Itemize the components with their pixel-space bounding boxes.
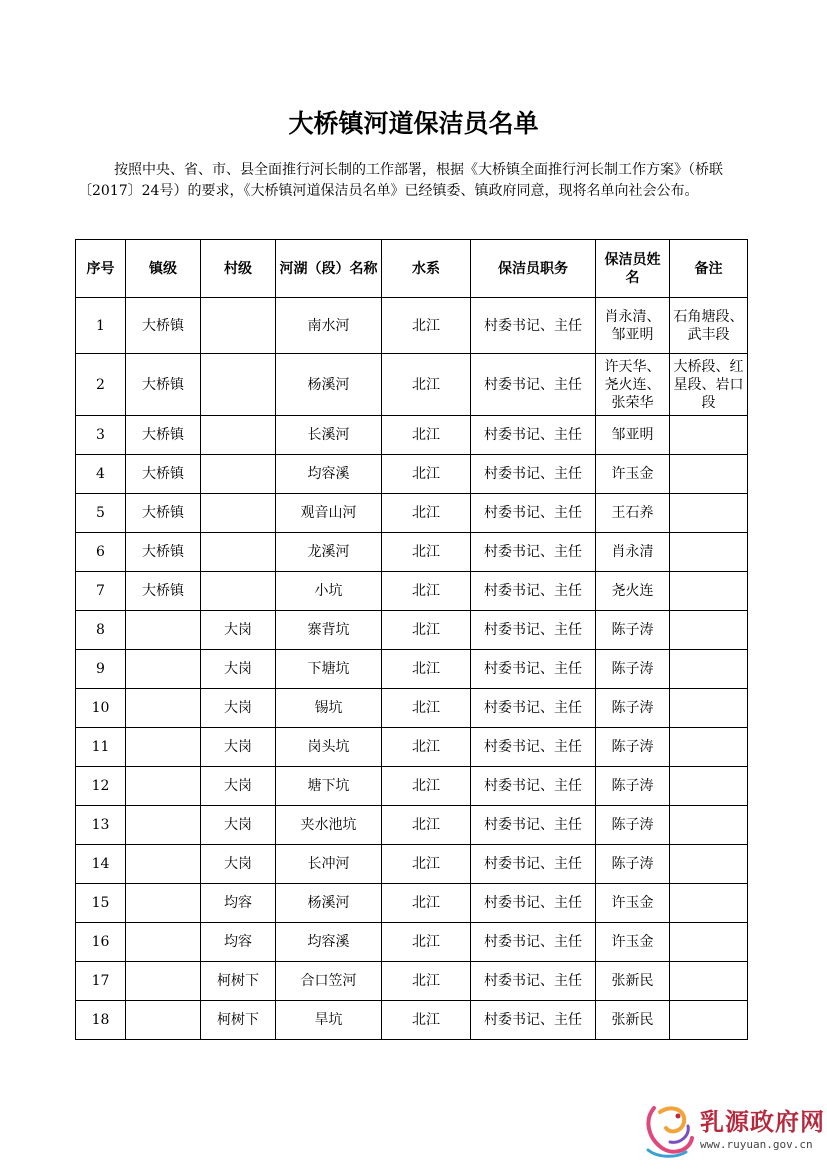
table-cell [670,1001,748,1040]
table-cell: 均容溪 [276,455,382,494]
table-cell [201,298,276,354]
column-header: 村级 [201,240,276,298]
intro-paragraph: 按照中央、省、市、县全面推行河长制的工作部署，根据《大桥镇全面推行河长制工作方案》（桥联〔2017〕24号）的要求，《大桥镇河道保洁员名单》已经镇委、镇政府同意，现将名单向社会公布。 [78,162,723,199]
table-cell: 陈子涛 [596,806,670,845]
table-cell: 大岗 [201,611,276,650]
table-cell: 大桥段、红星段、岩口段 [670,354,748,416]
table-row [76,455,748,494]
table-cell [201,533,276,572]
table-cell: 合口笠河 [276,962,382,1001]
table-cell: 村委书记、主任 [471,572,596,611]
table-cell: 3 [76,416,126,455]
table-cell [201,455,276,494]
table-cell: 尧火连 [596,572,670,611]
table-cell [670,923,748,962]
table-row [76,416,748,455]
table-cell: 陈子涛 [596,845,670,884]
table-cell: 北江 [382,923,471,962]
table-cell: 村委书记、主任 [471,728,596,767]
table-cell: 张新民 [596,962,670,1001]
table-row [76,354,748,416]
table-cell: 许天华、尧火连、张荣华 [596,354,670,416]
table-cell: 10 [76,689,126,728]
table-row [76,767,748,806]
table-cell: 北江 [382,494,471,533]
table-cell: 夹水池坑 [276,806,382,845]
table-cell: 15 [76,884,126,923]
table-cell: 大岗 [201,650,276,689]
table-cell [670,572,748,611]
table-cell [126,767,201,806]
table-cell [126,1001,201,1040]
table-cell: 锡坑 [276,689,382,728]
column-header: 保洁员职务 [471,240,596,298]
table-cell [201,572,276,611]
site-name: 乳源政府网 [700,1108,825,1136]
table-cell: 村委书记、主任 [471,1001,596,1040]
table-cell: 村委书记、主任 [471,845,596,884]
table-cell: 村委书记、主任 [471,650,596,689]
table-cell: 岗头坑 [276,728,382,767]
table-cell: 村委书记、主任 [471,416,596,455]
table-cell: 陈子涛 [596,689,670,728]
table-cell: 村委书记、主任 [471,962,596,1001]
table-cell: 4 [76,455,126,494]
table-cell: 下塘坑 [276,650,382,689]
table-cell: 肖永清、邹亚明 [596,298,670,354]
table-cell: 村委书记、主任 [471,806,596,845]
table-cell: 12 [76,767,126,806]
page-title: 大桥镇河道保洁员名单 [288,109,539,138]
table-cell: 大桥镇 [126,494,201,533]
table-cell: 村委书记、主任 [471,533,596,572]
table-cell: 16 [76,923,126,962]
table-cell [670,455,748,494]
table-cell [126,689,201,728]
table-cell: 11 [76,728,126,767]
table-row [76,962,748,1001]
table-cell: 均容 [201,923,276,962]
table-cell: 北江 [382,650,471,689]
column-header: 水系 [382,240,471,298]
table-cell: 石角塘段、武丰段 [670,298,748,354]
table-cell: 大桥镇 [126,572,201,611]
table-cell: 均容 [201,884,276,923]
table-row [76,728,748,767]
table-cell: 北江 [382,354,471,416]
table-row [76,650,748,689]
table-body [76,298,748,1040]
table-cell: 大岗 [201,806,276,845]
table-cell: 北江 [382,845,471,884]
table-cell [670,650,748,689]
table-cell [126,650,201,689]
table-cell: 北江 [382,416,471,455]
table-cell [126,884,201,923]
table-cell: 陈子涛 [596,728,670,767]
table-cell: 村委书记、主任 [471,689,596,728]
column-header: 镇级 [126,240,201,298]
table-cell: 大岗 [201,845,276,884]
table-cell: 大桥镇 [126,416,201,455]
table-cell [670,806,748,845]
table-cell: 大桥镇 [126,298,201,354]
table-cell: 杨溪河 [276,354,382,416]
table-cell [670,728,748,767]
table-cell: 北江 [382,533,471,572]
table-cell: 9 [76,650,126,689]
table-cell: 陈子涛 [596,767,670,806]
table-cell: 长溪河 [276,416,382,455]
table-row [76,884,748,923]
table-cell: 18 [76,1001,126,1040]
column-header: 河湖（段）名称 [276,240,382,298]
table-cell: 村委书记、主任 [471,354,596,416]
table-cell: 塘下坑 [276,767,382,806]
table-cell: 大桥镇 [126,533,201,572]
table-cell [126,962,201,1001]
table-row [76,1001,748,1040]
table-cell: 陈子涛 [596,611,670,650]
table-cell: 北江 [382,611,471,650]
table-row [76,572,748,611]
table-cell: 17 [76,962,126,1001]
table-row [76,806,748,845]
table-cell: 村委书记、主任 [471,767,596,806]
table-row [76,689,748,728]
table-cell: 许玉金 [596,884,670,923]
table-cell [670,884,748,923]
table-cell [670,767,748,806]
table-cell: 8 [76,611,126,650]
table-cell: 14 [76,845,126,884]
table-cell: 北江 [382,1001,471,1040]
table-cell: 大岗 [201,728,276,767]
table-row [76,533,748,572]
table-cell: 北江 [382,806,471,845]
table-cell: 村委书记、主任 [471,298,596,354]
table-cell: 13 [76,806,126,845]
table-cell: 观音山河 [276,494,382,533]
table-cell [670,416,748,455]
table-cell: 张新民 [596,1001,670,1040]
table-cell: 2 [76,354,126,416]
table-cell: 许玉金 [596,455,670,494]
table-cell: 北江 [382,767,471,806]
table-cell: 北江 [382,962,471,1001]
table-cell: 邹亚明 [596,416,670,455]
table-cell [670,962,748,1001]
table-cell [201,354,276,416]
table-cell: 村委书记、主任 [471,884,596,923]
river-cleaner-table [75,239,748,1040]
table-row [76,298,748,354]
table-cell: 杨溪河 [276,884,382,923]
table-cell: 旱坑 [276,1001,382,1040]
table-cell: 5 [76,494,126,533]
column-header: 备注 [670,240,748,298]
table-cell: 大岗 [201,689,276,728]
table-cell: 大桥镇 [126,354,201,416]
table-cell: 村委书记、主任 [471,455,596,494]
table-cell: 长冲河 [276,845,382,884]
table-cell [126,845,201,884]
table-cell: 王石养 [596,494,670,533]
table-cell: 北江 [382,689,471,728]
table-cell: 北江 [382,728,471,767]
table-cell [670,845,748,884]
table-cell: 7 [76,572,126,611]
table-cell: 均容溪 [276,923,382,962]
table-cell [670,533,748,572]
table-cell [201,416,276,455]
table-row [76,923,748,962]
table-cell: 大岗 [201,767,276,806]
table-cell: 柯树下 [201,1001,276,1040]
table-cell [126,728,201,767]
table-header-row [76,240,748,298]
table-cell: 1 [76,298,126,354]
table-cell: 肖永清 [596,533,670,572]
table-row [76,845,748,884]
table-cell: 大桥镇 [126,455,201,494]
table-cell: 北江 [382,298,471,354]
table-cell [126,923,201,962]
table-row [76,611,748,650]
table-cell: 柯树下 [201,962,276,1001]
table-cell: 南水河 [276,298,382,354]
table-cell: 陈子涛 [596,650,670,689]
table-row [76,494,748,533]
table-cell: 北江 [382,572,471,611]
table-cell: 村委书记、主任 [471,611,596,650]
table-cell: 村委书记、主任 [471,494,596,533]
table-cell [126,611,201,650]
table-cell: 北江 [382,455,471,494]
table-cell: 寨背坑 [276,611,382,650]
table-cell [670,689,748,728]
column-header: 保洁员姓名 [596,240,670,298]
site-url: www.ruyuan.gov.cn [700,1138,813,1151]
table-cell: 小坑 [276,572,382,611]
table-cell: 6 [76,533,126,572]
table-cell [670,611,748,650]
table-cell [670,494,748,533]
table-cell [201,494,276,533]
table-cell: 北江 [382,884,471,923]
table-cell: 龙溪河 [276,533,382,572]
table-cell [126,806,201,845]
table-cell: 村委书记、主任 [471,923,596,962]
table-cell: 许玉金 [596,923,670,962]
column-header: 序号 [76,240,126,298]
